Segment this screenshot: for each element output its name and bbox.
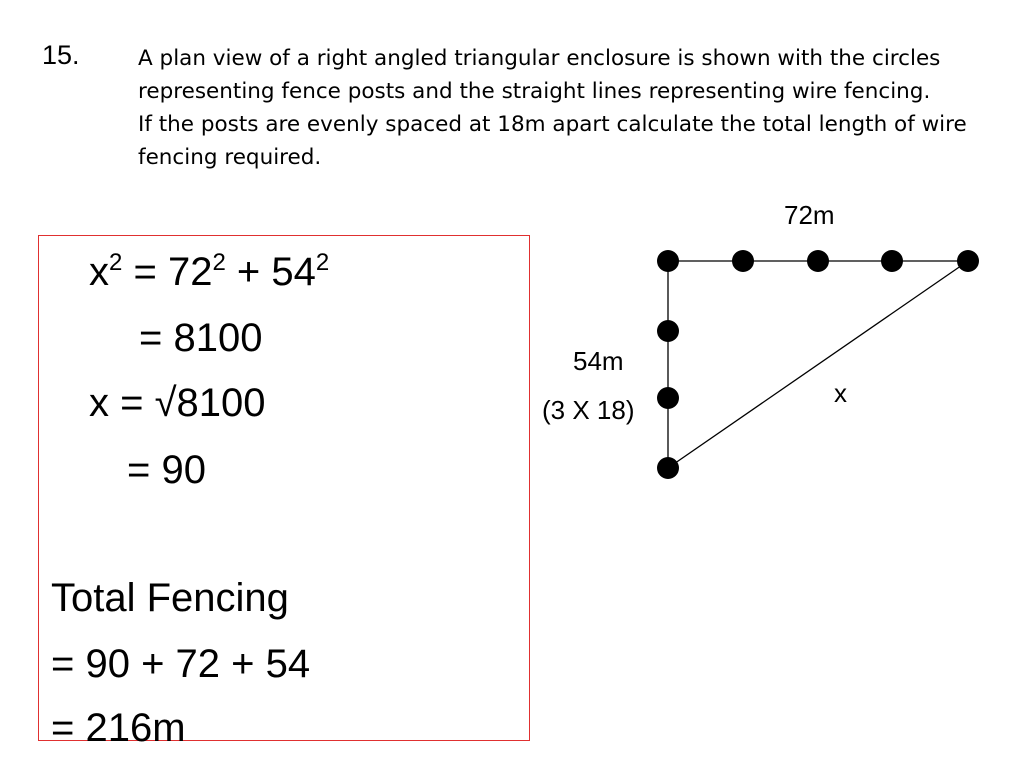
fence-post: [657, 250, 679, 272]
fence-post: [881, 250, 903, 272]
answer-box: [38, 235, 530, 750]
total-fencing-title: Total Fencing: [51, 576, 289, 620]
lhs-base: x: [89, 250, 109, 294]
vertical-side-label: 54m: [573, 346, 624, 376]
question-paragraph-1: A plan view of a right angled triangular enclosure is shown with the circles representing fence posts and the straight lines representing wire fencing.: [138, 46, 941, 104]
triangle-diagram: [640, 235, 1000, 495]
term-a-base: 72: [167, 250, 213, 294]
question-text: [138, 42, 988, 174]
fence-post: [807, 250, 829, 272]
fence-post: [657, 387, 679, 409]
term-b-exponent: 2: [315, 249, 330, 276]
step-square-root: x = √8100: [89, 381, 266, 425]
top-side-label: 72m: [784, 200, 835, 230]
total-fencing-result: = 216m: [51, 706, 186, 750]
step-result: = 90: [127, 448, 206, 492]
total-fencing-sum: = 90 + 72 + 54: [51, 642, 311, 686]
term-a-exponent: 2: [212, 249, 226, 276]
fence-hypotenuse: [668, 261, 968, 468]
vertical-side-sublabel: (3 X 18): [542, 395, 635, 425]
fence-post: [657, 320, 679, 342]
fence-post: [657, 457, 679, 479]
plus-sign: +: [225, 250, 272, 294]
fence-post: [732, 250, 754, 272]
hypotenuse-label: x: [834, 378, 847, 408]
equals-sign: =: [122, 250, 168, 294]
question-number: 15.: [42, 40, 80, 70]
fence-post: [957, 250, 979, 272]
pythagoras-equation: [89, 250, 329, 294]
step-sum-squares: = 8100: [139, 316, 263, 360]
term-b-base: 54: [271, 250, 316, 294]
lhs-exponent: 2: [109, 249, 123, 276]
question-paragraph-2: If the posts are evenly spaced at 18m apart calculate the total length of wire fencing required.: [138, 112, 967, 170]
